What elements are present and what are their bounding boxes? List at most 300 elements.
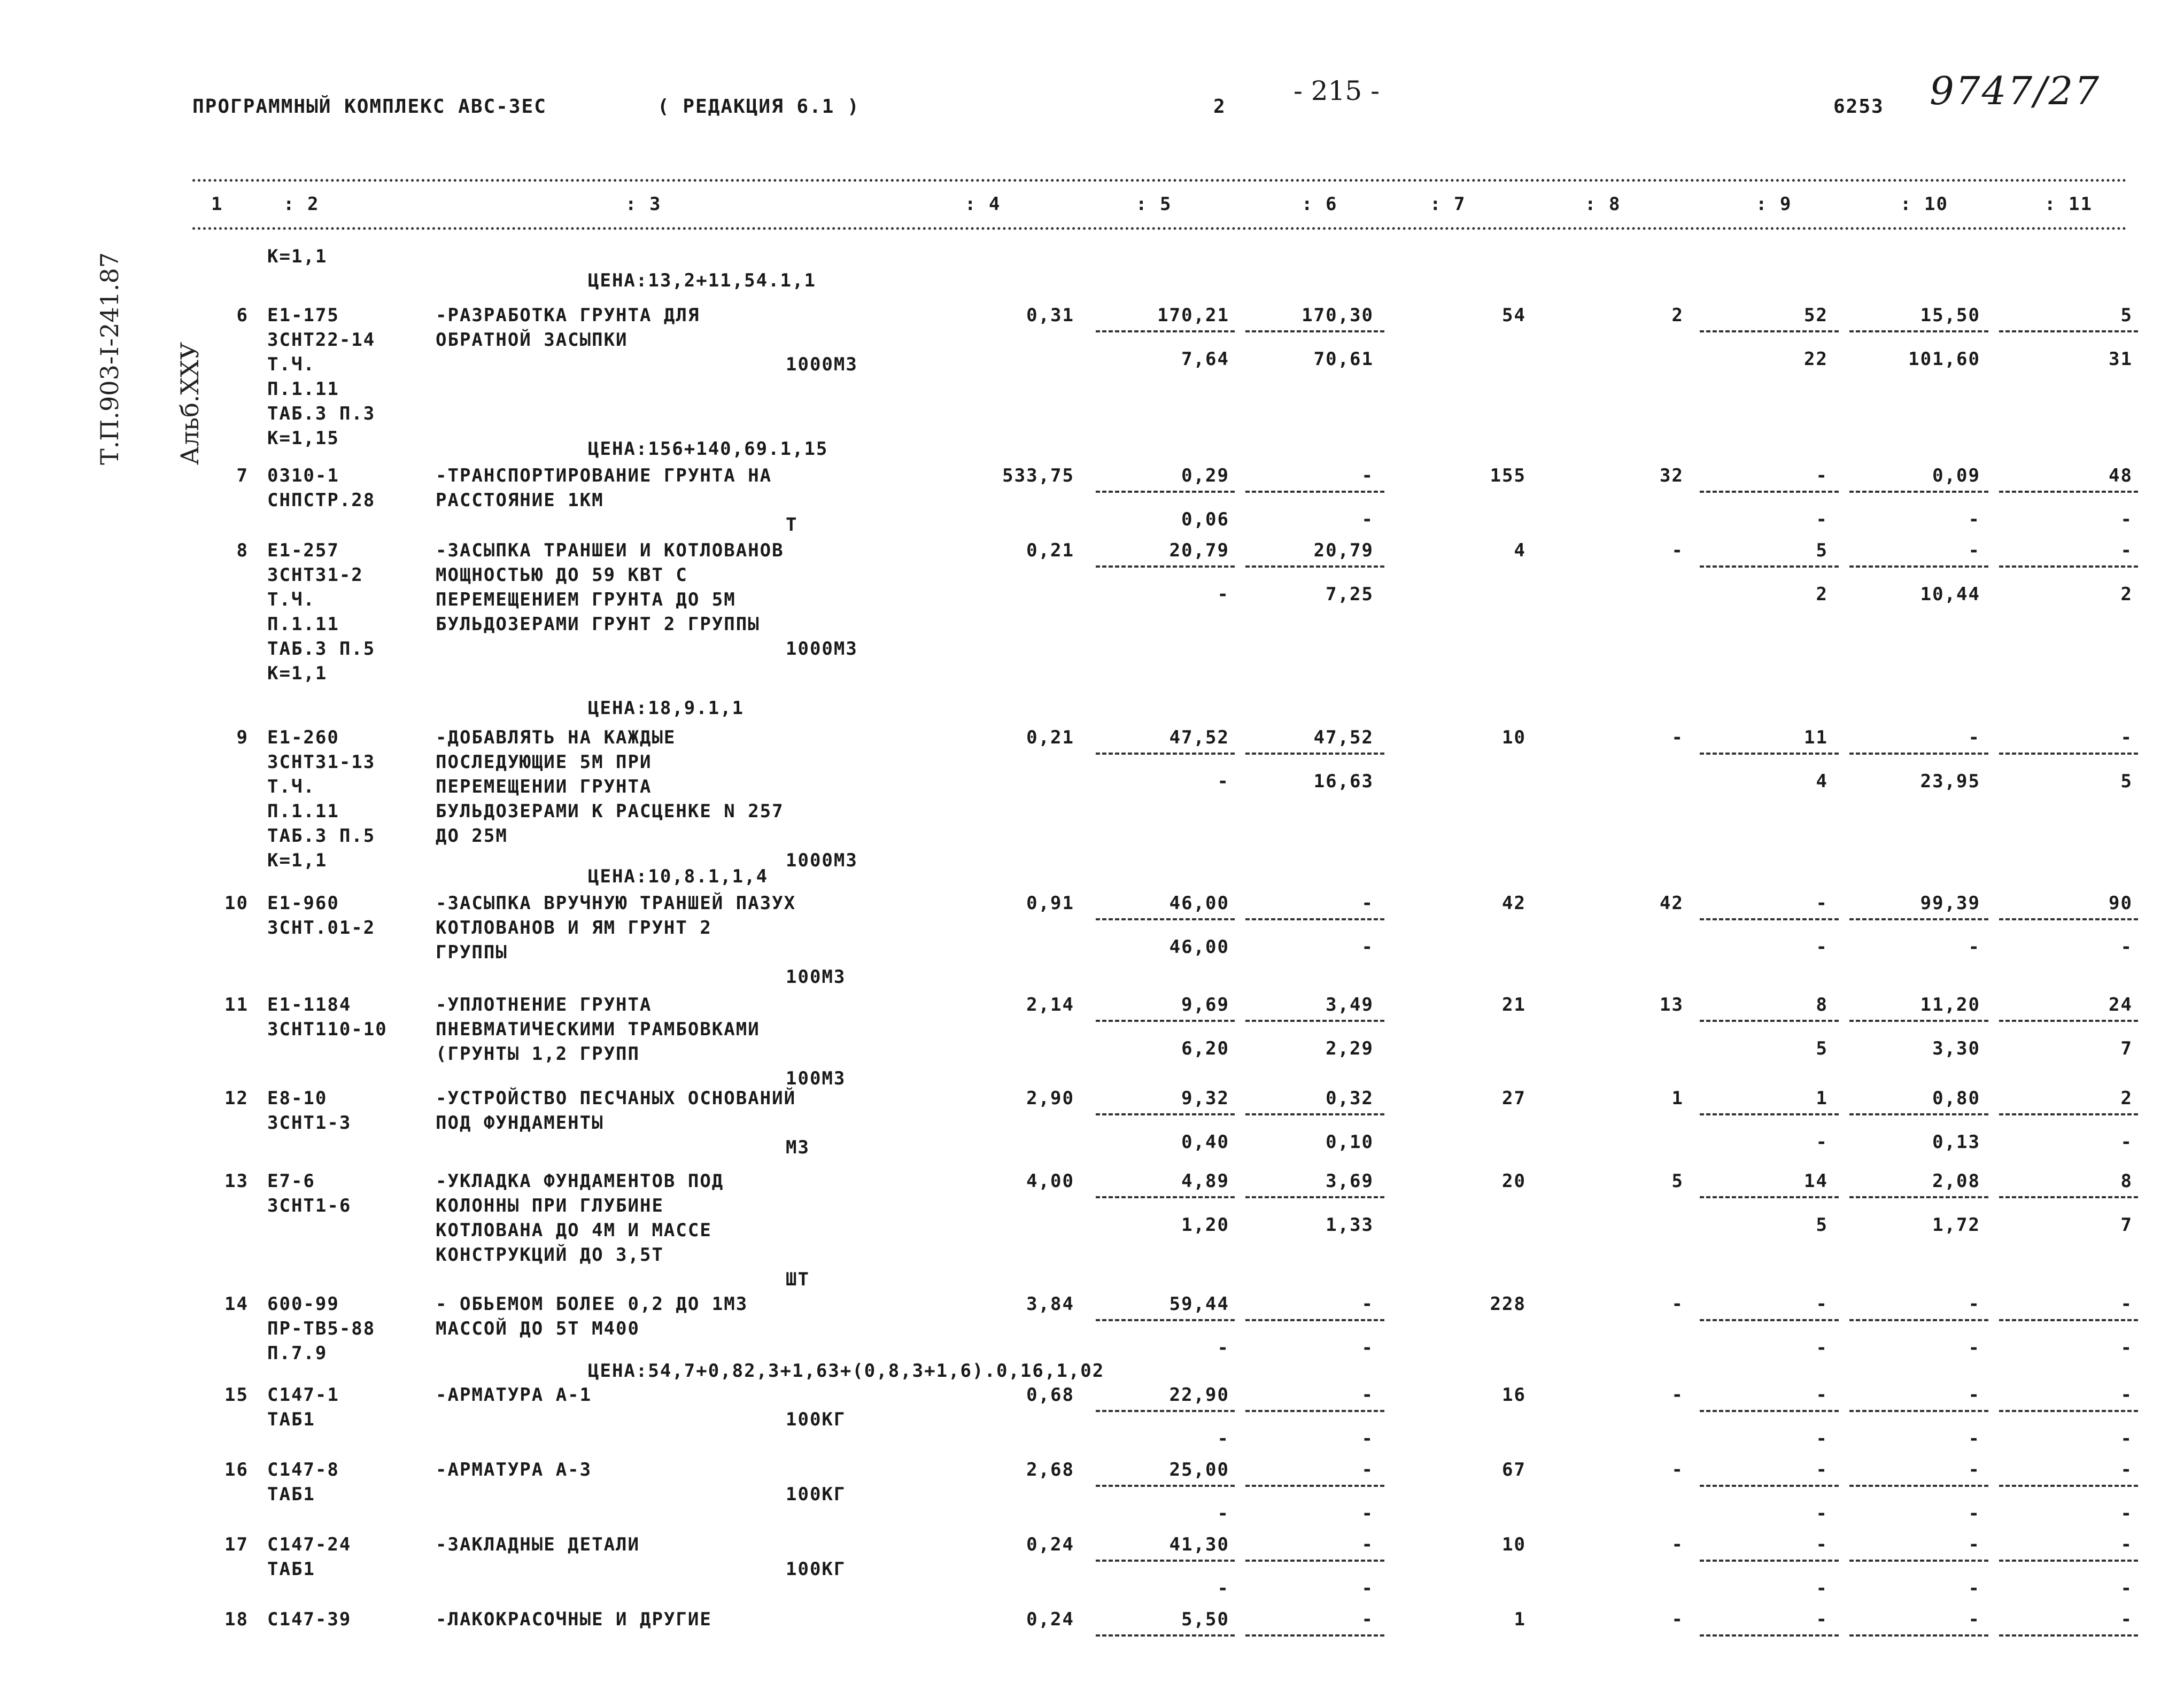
subtotal-rule — [1245, 1319, 1384, 1321]
row-description: ГРУППЫ — [436, 942, 508, 963]
col6-sub: 7,25 — [1326, 584, 1374, 605]
row-code: ПР-ТВ5-88 — [267, 1318, 376, 1339]
col10-sub: 3,30 — [1932, 1038, 1980, 1059]
row-description: -УКЛАДКА ФУНДАМЕНТОВ ПОД — [436, 1170, 724, 1192]
row-code: 0310-1 — [267, 465, 339, 486]
column-header-10: 10 — [1924, 193, 1948, 215]
col7-value: 42 — [1502, 893, 1526, 914]
row-number: 15 — [224, 1384, 249, 1406]
row-code: С147-1 — [267, 1384, 339, 1406]
row-quantity: 0,91 — [1026, 893, 1074, 914]
col11-sub: 7 — [2120, 1038, 2133, 1059]
row-description: -ЗАСЫПКА ВРУЧНУЮ ТРАНШЕЙ ПАЗУХ — [436, 893, 796, 914]
row-quantity: 0,24 — [1026, 1534, 1074, 1555]
col11-sub: - — [2120, 1337, 2133, 1359]
row-code: Е1-960 — [267, 893, 339, 914]
row-number: 6 — [236, 305, 249, 326]
row-code: СНПСТР.28 — [267, 490, 376, 511]
subtotal-rule — [1849, 491, 1988, 493]
row-number: 11 — [224, 994, 249, 1015]
subtotal-rule — [1849, 1634, 1988, 1637]
row-code: Т.Ч. — [267, 589, 315, 610]
subtotal-rule — [1999, 1319, 2138, 1321]
subtotal-rule — [1096, 1560, 1235, 1562]
row-description: ОБРАТНОЙ ЗАСЫПКИ — [436, 329, 628, 351]
subtotal-rule — [1849, 1560, 1988, 1562]
col9-total: - — [1816, 1384, 1828, 1406]
row-description: -ЛАКОКРАСОЧНЫЕ И ДРУГИЕ — [436, 1609, 712, 1630]
row-code: Е1-1184 — [267, 994, 352, 1015]
subtotal-rule — [1849, 753, 1988, 755]
col10-sub: 101,60 — [1908, 348, 1980, 370]
subtotal-rule — [1096, 1113, 1235, 1115]
price-note: ЦЕНА:18,9.1,1 — [588, 697, 745, 719]
row-quantity: 4,00 — [1026, 1170, 1074, 1192]
subtotal-rule — [1999, 918, 2138, 920]
col8-value: 1 — [1671, 1088, 1684, 1109]
col9-total: - — [1816, 1293, 1828, 1315]
row-description: -ЗАСЫПКА ТРАНШЕИ И КОТЛОВАНОВ — [436, 540, 784, 561]
row-number: 10 — [224, 893, 249, 914]
subtotal-rule — [1245, 1196, 1384, 1198]
row-unit: 100КГ — [786, 1484, 846, 1505]
subtotal-rule — [1245, 1634, 1384, 1637]
col8-value: - — [1671, 1534, 1684, 1555]
column-separator: : — [625, 193, 638, 215]
row-code: С147-39 — [267, 1609, 352, 1630]
col6-total: 3,49 — [1326, 994, 1374, 1015]
row-code: ТАБ.3 П.3 — [267, 403, 376, 424]
col11-total: 24 — [2109, 994, 2133, 1015]
col6-sub: 0,10 — [1326, 1131, 1374, 1153]
subtotal-rule — [1245, 1410, 1384, 1412]
col11-total: 5 — [2120, 305, 2133, 326]
row-description: -РАЗРАБОТКА ГРУНТА ДЛЯ — [436, 305, 700, 326]
subtotal-rule — [1999, 1410, 2138, 1412]
row-unit: 1000М3 — [786, 354, 858, 375]
row-code: Е8-10 — [267, 1088, 328, 1109]
col7-value: 27 — [1502, 1088, 1526, 1109]
row-description: -ТРАНСПОРТИРОВАНИЕ ГРУНТА НА — [436, 465, 772, 486]
col10-sub: - — [1968, 1503, 1980, 1524]
col6-total: 0,32 — [1326, 1088, 1374, 1109]
row-unit: 100М3 — [786, 1068, 846, 1089]
col10-sub: - — [1968, 936, 1980, 958]
row-quantity: 3,84 — [1026, 1293, 1074, 1315]
col9-total: 52 — [1804, 305, 1828, 326]
column-separator: : — [283, 193, 296, 215]
subtotal-rule — [1245, 1485, 1384, 1487]
col5-sub: - — [1217, 1337, 1229, 1359]
row-description: КОТЛОВАНА ДО 4М И МАССЕ — [436, 1220, 712, 1241]
col7-value: 54 — [1502, 305, 1526, 326]
price-note: ЦЕНА:156+140,69.1,15 — [588, 438, 828, 460]
col5-sub: - — [1217, 1578, 1229, 1599]
row-unit: ШТ — [786, 1269, 810, 1290]
col6-total: - — [1361, 465, 1374, 486]
col7-value: 10 — [1502, 727, 1526, 748]
edition-label: ( РЕДАКЦИЯ 6.1 ) — [657, 96, 860, 118]
col9-total: - — [1816, 1459, 1828, 1480]
margin-line-1: Т.П.903-I-241.87 — [95, 252, 124, 465]
row-code: 600-99 — [267, 1293, 339, 1315]
col6-sub: - — [1361, 1503, 1374, 1524]
row-description: -ДОБАВЛЯТЬ НА КАЖДЫЕ — [436, 727, 676, 748]
row-quantity: 0,31 — [1026, 305, 1074, 326]
row-code: ЗСНТ1-6 — [267, 1195, 352, 1216]
col8-value: - — [1671, 727, 1684, 748]
col5-sub: - — [1217, 1503, 1229, 1524]
col5-total: 9,69 — [1181, 994, 1229, 1015]
row-description: ПЕРЕМЕЩЕНИЕМ ГРУНТА ДО 5М — [436, 589, 736, 610]
row-description: -ЗАКЛАДНЫЕ ДЕТАЛИ — [436, 1534, 640, 1555]
subtotal-rule — [1096, 491, 1235, 493]
col6-total: - — [1361, 893, 1374, 914]
col9-total: - — [1816, 1609, 1828, 1630]
col7-value: 21 — [1502, 994, 1526, 1015]
column-header-11: 11 — [2069, 193, 2093, 215]
col6-sub: 1,33 — [1326, 1214, 1374, 1236]
row-description: КОТЛОВАНОВ И ЯМ ГРУНТ 2 — [436, 917, 712, 939]
subtotal-rule — [1245, 491, 1384, 493]
subtotal-rule — [1245, 1560, 1384, 1562]
row-code: П.7.9 — [267, 1343, 328, 1364]
row-unit: 100КГ — [786, 1559, 846, 1580]
row-code: ТАБ1 — [267, 1484, 315, 1505]
column-header-1: 1 — [211, 193, 223, 215]
col5-sub: 6,20 — [1181, 1038, 1229, 1059]
col5-total: 9,32 — [1181, 1088, 1229, 1109]
col6-total: - — [1361, 1293, 1374, 1315]
col10-total: - — [1968, 1384, 1980, 1406]
row-description: КОЛОННЫ ПРИ ГЛУБИНЕ — [436, 1195, 664, 1216]
row-description: МОЩНОСТЬЮ ДО 59 КВТ С — [436, 564, 688, 586]
row-description: РАССТОЯНИЕ 1КМ — [436, 490, 604, 511]
col6-total: 20,79 — [1313, 540, 1374, 561]
column-separator: : — [1430, 193, 1442, 215]
col10-total: 15,50 — [1920, 305, 1980, 326]
col5-sub: - — [1217, 771, 1229, 792]
row-unit: Т — [786, 514, 798, 536]
subtotal-rule — [1700, 1410, 1839, 1412]
col5-sub: 1,20 — [1181, 1214, 1229, 1236]
subtotal-rule — [1700, 1485, 1839, 1487]
col11-sub: - — [2120, 1131, 2133, 1153]
subtotal-rule — [1849, 1196, 1988, 1198]
row-number: 8 — [236, 540, 249, 561]
subtotal-rule — [1999, 1634, 2138, 1637]
subtotal-rule — [1849, 1020, 1988, 1022]
header-rule-top — [192, 179, 2127, 182]
col11-sub: - — [2120, 1503, 2133, 1524]
subtotal-rule — [1700, 1020, 1839, 1022]
subtotal-rule — [1999, 1560, 2138, 1562]
row-description: ПЕРЕМЕЩЕНИИ ГРУНТА — [436, 776, 652, 797]
col8-value: 42 — [1660, 893, 1684, 914]
subtotal-rule — [1096, 1634, 1235, 1637]
col9-sub: 22 — [1804, 348, 1828, 370]
col7-value: 1 — [1514, 1609, 1526, 1630]
margin-line-2: Альб.XXУ — [175, 342, 204, 465]
col7-value: 16 — [1502, 1384, 1526, 1406]
subtotal-rule — [1096, 565, 1235, 568]
col10-sub: 0,13 — [1932, 1131, 1980, 1153]
col10-total: - — [1968, 540, 1980, 561]
subtotal-rule — [1849, 1113, 1988, 1115]
subtotal-rule — [1849, 565, 1988, 568]
col9-total: 11 — [1804, 727, 1828, 748]
col10-sub: 23,95 — [1920, 771, 1980, 792]
row-quantity: 2,14 — [1026, 994, 1074, 1015]
row-description: МАССОЙ ДО 5Т М400 — [436, 1318, 640, 1339]
row-description: (ГРУНТЫ 1,2 ГРУПП — [436, 1043, 640, 1065]
row-code: С147-24 — [267, 1534, 352, 1555]
subtotal-rule — [1999, 565, 2138, 568]
col6-sub: - — [1361, 509, 1374, 530]
subtotal-rule — [1999, 491, 2138, 493]
column-header-3: 3 — [649, 193, 662, 215]
col9-sub: 5 — [1816, 1214, 1828, 1236]
col5-sub: 0,40 — [1181, 1131, 1229, 1153]
col10-total: 2,08 — [1932, 1170, 1980, 1192]
col5-total: 41,30 — [1169, 1534, 1229, 1555]
row-description: -АРМАТУРА А-1 — [436, 1384, 592, 1406]
col9-sub: - — [1816, 1131, 1828, 1153]
subtotal-rule — [1999, 1485, 2138, 1487]
col8-value: - — [1671, 1459, 1684, 1480]
row-code: ЗСНТ110-10 — [267, 1019, 388, 1040]
col5-total: 0,29 — [1181, 465, 1229, 486]
row-unit: 100КГ — [786, 1409, 846, 1430]
subtotal-rule — [1700, 1113, 1839, 1115]
row-code: Т.Ч. — [267, 354, 315, 375]
subtotal-rule — [1700, 753, 1839, 755]
column-header-2: 2 — [307, 193, 320, 215]
col9-total: 1 — [1816, 1088, 1828, 1109]
row-unit: 1000М3 — [786, 638, 858, 660]
col9-sub: - — [1816, 1337, 1828, 1359]
col10-total: 0,80 — [1932, 1088, 1980, 1109]
col5-total: 46,00 — [1169, 893, 1229, 914]
header-rule-bottom — [192, 227, 2127, 230]
subtotal-rule — [1700, 1560, 1839, 1562]
row-quantity: 2,68 — [1026, 1459, 1074, 1480]
column-header-7: 7 — [1454, 193, 1466, 215]
row-code: ТАБ.3 П.5 — [267, 638, 376, 660]
col6-total: 47,52 — [1313, 727, 1374, 748]
column-header-5: 5 — [1160, 193, 1172, 215]
column-separator: : — [1136, 193, 1148, 215]
row-quantity: 0,68 — [1026, 1384, 1074, 1406]
row-code: ТАБ1 — [267, 1409, 315, 1430]
row-code: П.1.11 — [267, 614, 339, 635]
col10-total: - — [1968, 1293, 1980, 1315]
column-header-8: 8 — [1609, 193, 1621, 215]
col8-value: 32 — [1660, 465, 1684, 486]
col5-total: 4,89 — [1181, 1170, 1229, 1192]
row-description: -УСТРОЙСТВО ПЕСЧАНЫХ ОСНОВАНИЙ — [436, 1088, 796, 1109]
col11-total: 48 — [2109, 465, 2133, 486]
price-note: ЦЕНА:10,8.1,1,4 — [588, 866, 769, 887]
col10-sub: - — [1968, 1428, 1980, 1449]
col9-sub: 4 — [1816, 771, 1828, 792]
col8-value: 2 — [1671, 305, 1684, 326]
col11-sub: - — [2120, 936, 2133, 958]
column-header-9: 9 — [1780, 193, 1792, 215]
row-description: ДО 25М — [436, 825, 508, 847]
row-code: ТАБ.3 П.5 — [267, 825, 376, 847]
col5-total: 5,50 — [1181, 1609, 1229, 1630]
subtotal-rule — [1245, 1113, 1384, 1115]
col10-total: - — [1968, 1459, 1980, 1480]
col7-value: 67 — [1502, 1459, 1526, 1480]
col11-sub: 2 — [2120, 584, 2133, 605]
subtotal-rule — [1245, 753, 1384, 755]
row-code: ТАБ1 — [267, 1559, 315, 1580]
row-code: Е1-175 — [267, 305, 339, 326]
page-number: - 215 - — [1294, 75, 1380, 106]
col9-sub: - — [1816, 509, 1828, 530]
col5-total: 47,52 — [1169, 727, 1229, 748]
subtotal-rule — [1245, 1020, 1384, 1022]
row-quantity: 533,75 — [1002, 465, 1074, 486]
col5-sub: - — [1217, 1428, 1229, 1449]
row-code: Е1-260 — [267, 727, 339, 748]
col6-total: - — [1361, 1609, 1374, 1630]
row-quantity: 0,21 — [1026, 540, 1074, 561]
row-code: ЗСНТ31-13 — [267, 751, 376, 773]
subtotal-rule — [1999, 1113, 2138, 1115]
row-description: - ОБЬЕМОМ БОЛЕЕ 0,2 ДО 1М3 — [436, 1293, 748, 1315]
col9-sub: - — [1816, 1578, 1828, 1599]
col10-total: 99,39 — [1920, 893, 1980, 914]
subtotal-rule — [1700, 1196, 1839, 1198]
col11-total: - — [2120, 540, 2133, 561]
col9-sub: 2 — [1816, 584, 1828, 605]
subtotal-rule — [1096, 1020, 1235, 1022]
sheet-number: 2 — [1213, 96, 1226, 118]
subtotal-rule — [1245, 565, 1384, 568]
col11-sub: - — [2120, 1578, 2133, 1599]
row-description: БУЛЬДОЗЕРАМИ ГРУНТ 2 ГРУППЫ — [436, 614, 760, 635]
col5-total: 59,44 — [1169, 1293, 1229, 1315]
col9-total: 5 — [1816, 540, 1828, 561]
subtotal-rule — [1096, 1485, 1235, 1487]
program-title: ПРОГРАММНЫЙ КОМПЛЕКС АВС-ЗЕС — [192, 96, 547, 118]
row-code: Т.Ч. — [267, 776, 315, 797]
col5-total: 25,00 — [1169, 1459, 1229, 1480]
col9-total: 14 — [1804, 1170, 1828, 1192]
col11-total: - — [2120, 1293, 2133, 1315]
row-code: К=1,1 — [267, 663, 328, 684]
row-code: ЗСНТ.01-2 — [267, 917, 376, 939]
col11-total: 2 — [2120, 1088, 2133, 1109]
col11-total: - — [2120, 1609, 2133, 1630]
col9-sub: - — [1816, 1428, 1828, 1449]
row-description: ПОСЛЕДУЮЩИЕ 5М ПРИ — [436, 751, 652, 773]
col11-total: - — [2120, 1459, 2133, 1480]
column-separator: : — [1756, 193, 1768, 215]
subtotal-rule — [1245, 918, 1384, 920]
top-note: К=1,1 — [267, 246, 328, 267]
col9-sub: - — [1816, 1503, 1828, 1524]
column-separator: : — [1302, 193, 1314, 215]
column-separator: : — [965, 193, 977, 215]
row-quantity: 0,24 — [1026, 1609, 1074, 1630]
col9-total: 8 — [1816, 994, 1828, 1015]
row-number: 18 — [224, 1609, 249, 1630]
col7-value: 228 — [1490, 1293, 1526, 1315]
col11-total: - — [2120, 1534, 2133, 1555]
col6-total: 3,69 — [1326, 1170, 1374, 1192]
col8-value: - — [1671, 1293, 1684, 1315]
col10-total: - — [1968, 727, 1980, 748]
col6-sub: - — [1361, 1337, 1374, 1359]
row-code: Е1-257 — [267, 540, 339, 561]
row-number: 16 — [224, 1459, 249, 1480]
col9-total: - — [1816, 893, 1828, 914]
col9-total: - — [1816, 465, 1828, 486]
column-separator: : — [2044, 193, 2057, 215]
row-code: П.1.11 — [267, 378, 339, 400]
col6-total: 170,30 — [1302, 305, 1374, 326]
col11-total: 90 — [2109, 893, 2133, 914]
col10-sub: - — [1968, 1578, 1980, 1599]
row-number: 13 — [224, 1170, 249, 1192]
row-code: К=1,1 — [267, 850, 328, 871]
subtotal-rule — [1700, 918, 1839, 920]
row-description: ПНЕВМАТИЧЕСКИМИ ТРАМБОВКАМИ — [436, 1019, 760, 1040]
column-header-6: 6 — [1326, 193, 1338, 215]
col6-sub: - — [1361, 1428, 1374, 1449]
col9-sub: 5 — [1816, 1038, 1828, 1059]
row-code: ЗСНТ1-3 — [267, 1112, 352, 1134]
subtotal-rule — [1999, 1196, 2138, 1198]
column-separator: : — [1585, 193, 1597, 215]
col5-sub: 46,00 — [1169, 936, 1229, 958]
col8-value: - — [1671, 1609, 1684, 1630]
subtotal-rule — [1245, 330, 1384, 332]
row-code: ЗСНТ31-2 — [267, 564, 363, 586]
subtotal-rule — [1700, 565, 1839, 568]
subtotal-rule — [1096, 918, 1235, 920]
col6-sub: 2,29 — [1326, 1038, 1374, 1059]
col11-total: - — [2120, 727, 2133, 748]
col6-total: - — [1361, 1534, 1374, 1555]
subtotal-rule — [1849, 330, 1988, 332]
row-description: ПОД ФУНДАМЕНТЫ — [436, 1112, 604, 1134]
col10-total: - — [1968, 1609, 1980, 1630]
price-note: ЦЕНА:13,2+11,54.1,1 — [588, 270, 816, 291]
col10-total: 11,20 — [1920, 994, 1980, 1015]
col11-sub: - — [2120, 1428, 2133, 1449]
price-note: ЦЕНА:54,7+0,82,3+1,63+(0,8,3+1,6).0,16,1,02 — [588, 1360, 1105, 1382]
col7-value: 4 — [1514, 540, 1526, 561]
row-quantity: 0,21 — [1026, 727, 1074, 748]
subtotal-rule — [1096, 330, 1235, 332]
col8-value: - — [1671, 1384, 1684, 1406]
col10-sub: - — [1968, 1337, 1980, 1359]
col6-total: - — [1361, 1459, 1374, 1480]
row-unit: М3 — [786, 1137, 810, 1158]
col10-sub: - — [1968, 509, 1980, 530]
col8-value: 13 — [1660, 994, 1684, 1015]
col10-total: - — [1968, 1534, 1980, 1555]
row-number: 14 — [224, 1293, 249, 1315]
row-quantity: 2,90 — [1026, 1088, 1074, 1109]
subtotal-rule — [1849, 1485, 1988, 1487]
col5-total: 22,90 — [1169, 1384, 1229, 1406]
